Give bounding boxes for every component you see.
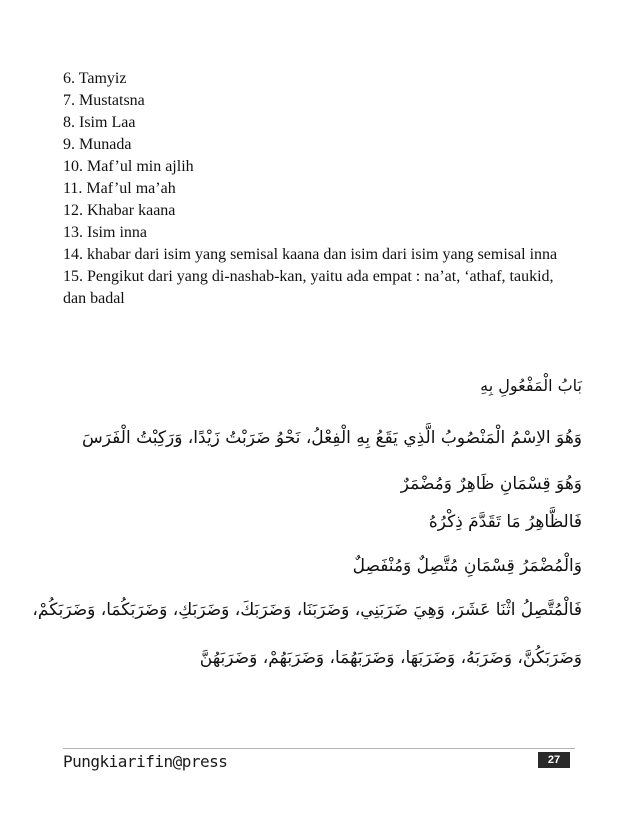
list-item: 11. Maf’ul ma’ah xyxy=(63,180,176,197)
list-item: 9. Munada xyxy=(63,136,132,153)
footer-publisher: Pungkiarifin@press xyxy=(63,752,228,771)
list-item: 10. Maf’ul min ajlih xyxy=(63,158,194,175)
arabic-section-title: بَابُ الْمَفْعُولِ بِهِ xyxy=(480,376,582,395)
arabic-line: فَالْمُتَّصِلُ اثْنَا عَشَرَ، وَهِيَ ضَرَبَنِي، وَضَرَبَنَا، وَضَرَبَكَ، وَضَرَبَكِ، وَضَرَبَكُمَا، وَضَرَبَكُمْ، xyxy=(32,600,582,620)
arabic-line: فَالظَّاهِرُ مَا تَقَدَّمَ ذِكْرُهُ xyxy=(428,512,582,532)
list-item: 6. Tamyiz xyxy=(63,70,127,87)
arabic-line: وَضَرَبَكُنَّ، وَضَرَبَهُ، وَضَرَبَهَا، وَضَرَبَهُمَا، وَضَرَبَهُمْ، وَضَرَبَهُنَّ xyxy=(199,648,582,668)
list-item: 15. Pengikut dari yang di-nashab-kan, yaitu ada empat : na’at, ‘athaf, taukid, dan badal xyxy=(63,268,554,307)
page-number: 27 xyxy=(538,752,570,768)
list-item: 8. Isim Laa xyxy=(63,114,136,131)
numbered-list xyxy=(63,68,573,310)
list-item: 13. Isim inna xyxy=(63,224,147,241)
arabic-line: وَهُوَ الاِسْمُ الْمَنْصُوبُ الَّذِي يَقَعُ بِهِ الْفِعْلُ، نَحْوُ ضَرَبْتُ زَيْدًا، وَرَكِبْتُ الْفَرَسَ xyxy=(82,428,582,448)
list-item: 12. Khabar kaana xyxy=(63,202,176,219)
arabic-line: وَالْمُضْمَرُ قِسْمَانِ مُتَّصِلٌ وَمُنْفَصِلٌ xyxy=(352,556,582,576)
footer-divider xyxy=(63,748,575,749)
arabic-line: وَهُوَ قِسْمَانِ ظَاهِرٌ وَمُضْمَرٌ xyxy=(400,474,582,494)
list-item: 7. Mustatsna xyxy=(63,92,145,109)
list-item: 14. khabar dari isim yang semisal kaana dan isim dari isim yang semisal inna xyxy=(63,246,558,263)
